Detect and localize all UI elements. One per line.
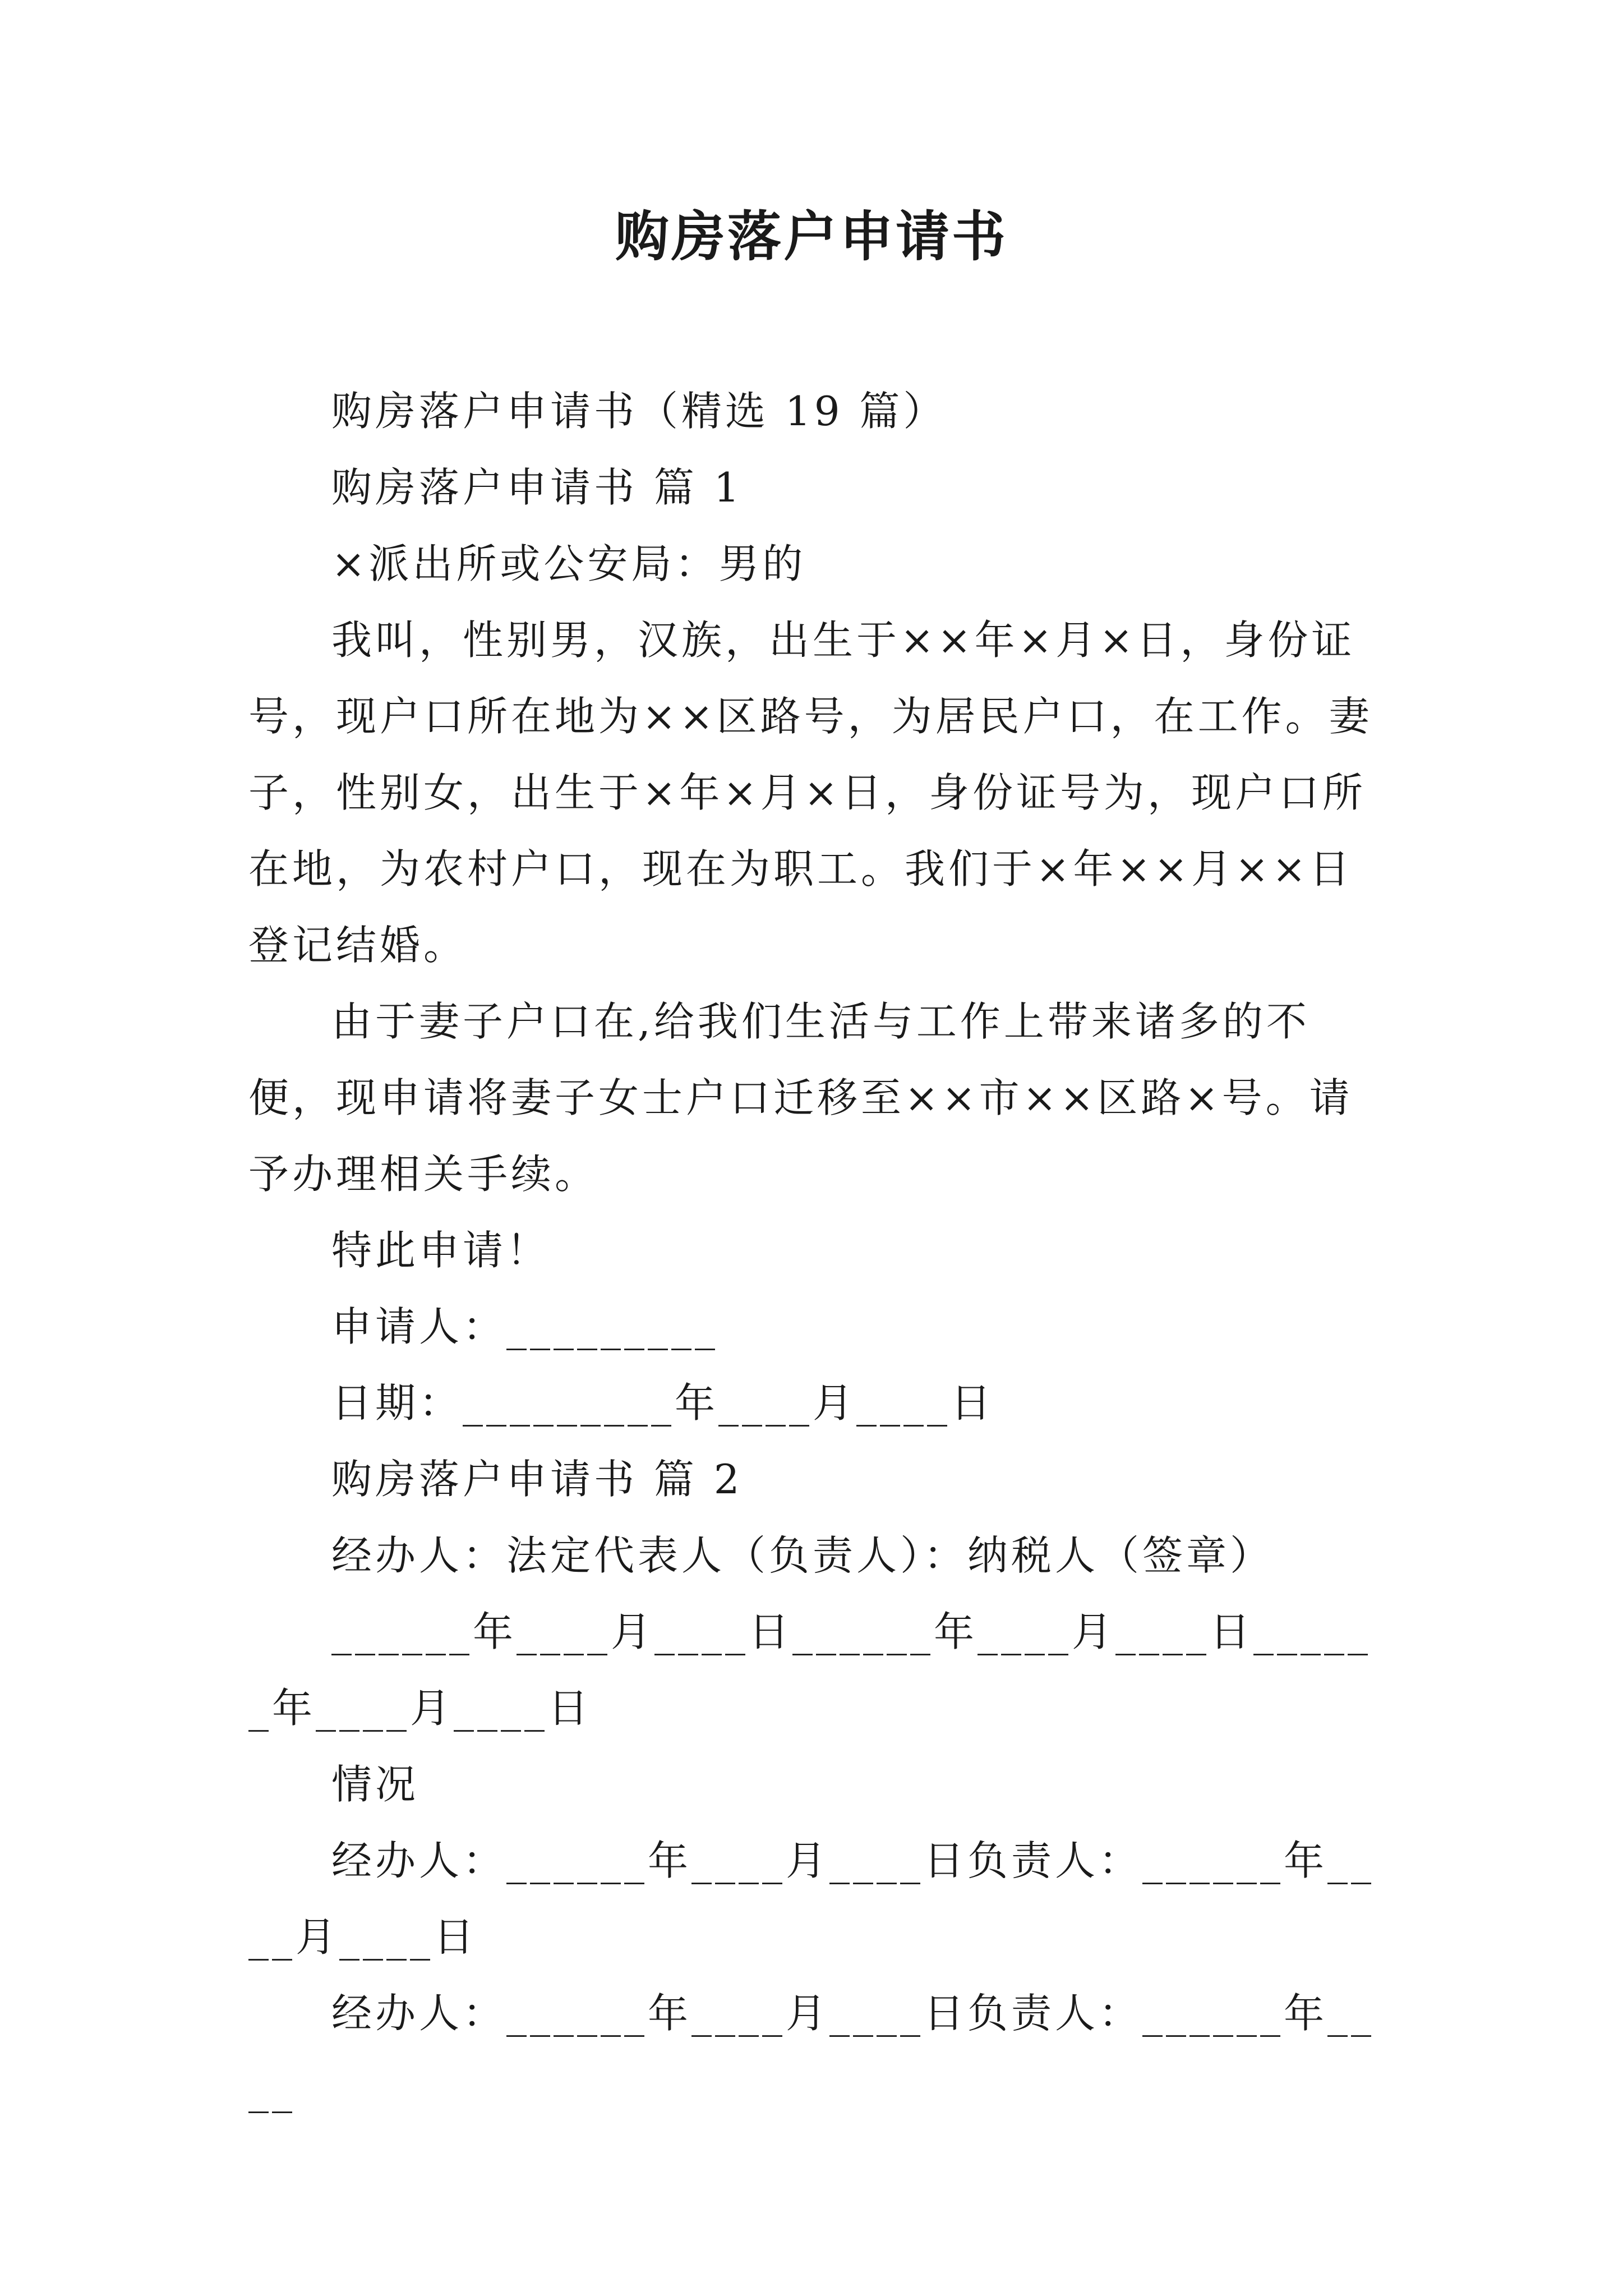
paragraph-handler-line-2: 经办人：______年____月____日负责人：______年____ <box>248 1990 1375 2113</box>
paragraph-closing: 特此申请！ <box>331 1227 551 1274</box>
paragraph-situation: 情况 <box>331 1761 419 1808</box>
paragraph-signatories: 经办人：法定代表人（负责人）：纳税人（签章） <box>331 1532 1274 1579</box>
paragraph-applicant-line: 申请人：_________ <box>331 1303 719 1350</box>
paragraph-section-heading-1: 购房落户申请书 篇 1 <box>331 464 743 511</box>
document-body <box>248 373 1382 2128</box>
paragraph-personal-info: 我叫，性别男，汉族，出生于××年×月×日，身份证号，现户口所在地为××区路号，为居民户口，在工作。妻子，性别女，出生于×年×月×日，身份证号为，现户口所在地，为农村户口，现在为职工。我们于×年××月××日登记结婚。 <box>248 616 1373 969</box>
paragraph-date-line: 日期：_________年____月____日 <box>331 1379 995 1427</box>
paragraph-request: 由于妻子户口在,给我们生活与工作上带来诸多的不便，现申请将妻子女士户口迁移至××市××区路×号。请予办理相关手续。 <box>248 998 1353 1198</box>
paragraph-subtitle: 购房落户申请书（精选 19 篇） <box>331 388 947 435</box>
paragraph-salutation: ×派出所或公安局：男的 <box>331 540 806 587</box>
paragraph-handler-line-1: 经办人：______年____月____日负责人：______年____月____日 <box>248 1837 1375 1961</box>
paragraph-date-blanks: ______年____月____日______年____月____日______年____月____日 <box>248 1608 1372 1732</box>
paragraph-section-heading-2: 购房落户申请书 篇 2 <box>331 1456 743 1503</box>
document-title: 购房落户申请书 <box>615 205 1008 268</box>
